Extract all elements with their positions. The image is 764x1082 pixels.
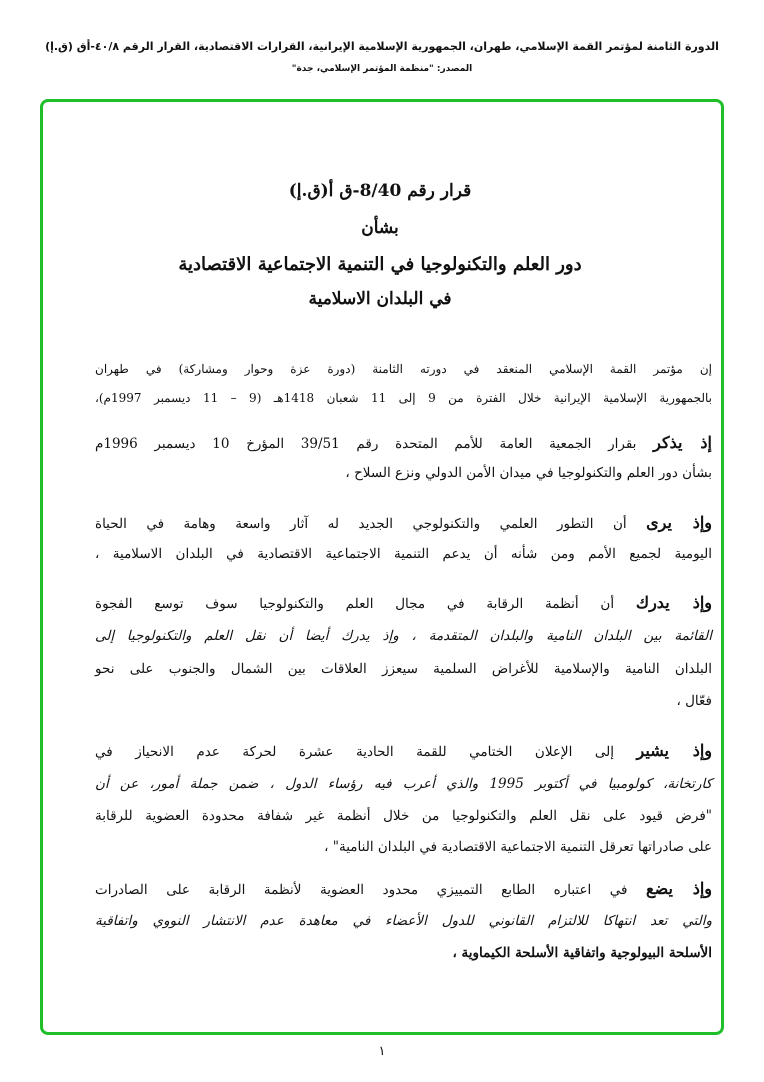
paragraph-text: أن التطور العلمي والتكنولوجي الجديد له آثار واسعة وهامة في الحياة — [95, 516, 627, 532]
paragraph-line: فعّال ، — [676, 693, 712, 709]
paragraph-line: اليومية لجميع الأمم ومن شأنه أن يدعم التنمية الاجتماعية الاقتصادية في البلدان الاسلامية ، — [95, 546, 712, 562]
paragraph-text: إلى الإعلان الختامي للقمة الحادية عشرة لحركة عدم الانحياز في — [95, 744, 615, 760]
paragraph-line: الأسلحة البيولوجية واتفاقية الأسلحة الكيماوية ، — [452, 945, 712, 961]
paragraph-line: القائمة بين البلدان النامية والبلدان المتقدمة ، وإذ يدرك أيضا أن نقل العلم والتكنولوجيا إلى — [95, 628, 712, 644]
paragraph-text: أن أنظمة الرقابة في مجال العلم والتكنولوجيا سوف توسع الفجوة — [95, 596, 615, 612]
title-regarding: بشأن — [361, 218, 399, 238]
running-header: الدورة الثامنة لمؤتمر القمة الإسلامي، طهران، الجمهورية الإسلامية الإيرانية، القرارات الاقتصادية، القرار الرقم ٤٠/٨-أق (ق.إ) — [45, 40, 719, 53]
paragraph-line: البلدان النامية والإسلامية للأغراض السلمية سيعزز العلاقات بين الشمال والجنوب على نحو — [95, 661, 712, 677]
paragraph-line: على صادراتها تعرقل التنمية الاجتماعية الاقتصادية في البلدان النامية" ، — [324, 839, 712, 855]
paragraph-line — [95, 432, 712, 455]
paragraph-line — [95, 740, 712, 763]
paragraph-lead: وإذ يرى — [646, 513, 713, 532]
preamble-line: إن مؤتمر القمة الإسلامي المنعقد في دورته الثامنة (دورة عزة وحوار ومشاركة) في طهران — [95, 362, 712, 376]
paragraph-line — [95, 878, 712, 901]
page-number: ١ — [378, 1044, 386, 1059]
resolution-number: قرار رقم 8/40-ق أ(ق.إ) — [288, 181, 472, 201]
paragraph-line: "فرض قيود على نقل العلم والتكنولوجيا من خلال أنظمة غير شفافة محدودة العضوية للرقابة — [95, 808, 712, 824]
paragraph-lead: وإذ يدرك — [635, 593, 712, 612]
paragraph-lead: إذ يذكر — [653, 433, 712, 452]
preamble-line: بالجمهورية الإسلامية الإيرانية خلال الفترة من 9 إلى 11 شعبان 1418هـ (9 – 11 ديسمبر 1997م)، — [95, 391, 713, 405]
resolution-subtitle: في البلدان الاسلامية — [308, 289, 452, 309]
resolution-title: دور العلم والتكنولوجيا في التنمية الاجتماعية الاقتصادية — [178, 254, 582, 275]
paragraph-lead: وإذ يشير — [636, 741, 713, 760]
paragraph-lead: وإذ يضع — [646, 879, 712, 898]
source-line: المصدر: "منظمة المؤتمر الإسلامي، جدة" — [291, 64, 473, 74]
paragraph-line — [95, 592, 712, 615]
paragraph-line: بشأن دور العلم والتكنولوجيا في ميدان الأمن الدولي ونزع السلاح ، — [345, 465, 712, 481]
paragraph-line — [95, 512, 712, 535]
paragraph-text: في اعتباره الطابع التمييزي محدود العضوية لأنظمة الرقابة على الصادرات — [95, 882, 628, 898]
paragraph-line: والتي تعد انتهاكا للالتزام القانوني للدول الأعضاء في معاهدة عدم الانتشار النووي واتفاقية — [95, 913, 712, 929]
paragraph-line: كارتخانة، كولومبيا في أكتوبر 1995 والذي أعرب فيه رؤساء الدول ، ضمن جملة أمور، عن أن — [95, 776, 712, 792]
paragraph-text: بقرار الجمعية العامة للأمم المتحدة رقم 39/51 المؤرخ 10 ديسمبر 1996م — [95, 436, 637, 452]
